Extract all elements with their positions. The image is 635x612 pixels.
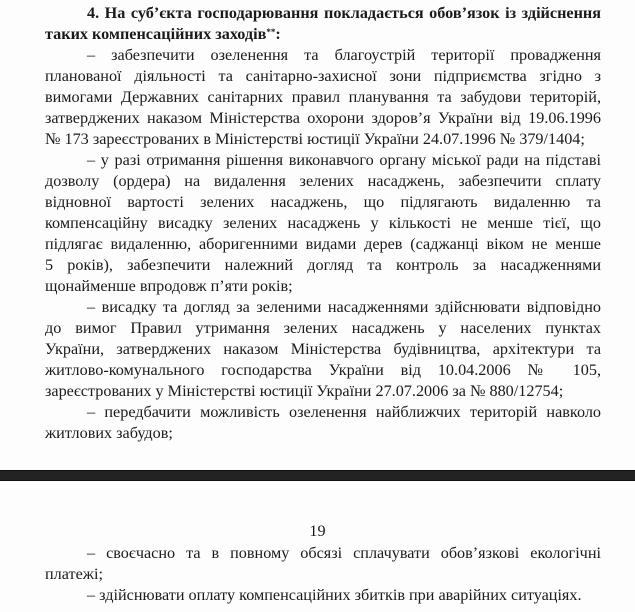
bullet-1-line: вимогами Державних санітарних правил планування та забудови територій, (45, 88, 601, 106)
bullet-2-line: щонайменше впродовж п’яти років; (45, 277, 293, 295)
bullet-3-line: до вимог Правил утримання зелених насаджень у населених пунктах (45, 319, 601, 337)
section-heading-line-1: 4. На суб’єкта господарювання покладається обов’язок із здійснення (87, 4, 601, 22)
bullet-4-line: житлових забудов; (45, 424, 173, 442)
bullet-6-line: – здійснювати оплату компенсаційних збитків при аварійних ситуаціях. (87, 586, 582, 604)
bullet-2-line: дозволу (ордера) на видалення зелених насаджень, забезпечити сплату (45, 172, 601, 190)
bullet-3-line: житлово-комунального господарства України від 10.04.2006 № 105, (45, 361, 601, 379)
page-number: 19 (309, 522, 326, 540)
section-heading-text: таких компенсаційних заходів (45, 25, 267, 43)
bullet-1-line: затверджених наказом Міністерства охорони здоров’я України від 19.06.1996 (45, 109, 601, 127)
page-separator (0, 470, 635, 481)
bullet-1-line: № 173 зареєстрованих в Міністерстві юстиції України 24.07.1996 № 379/1404; (45, 130, 585, 148)
bullet-3-line: зареєстрованих у Міністерстві юстиції України 27.07.2006 за № 880/12754; (45, 382, 564, 400)
section-heading-line-2 (45, 24, 601, 45)
bullet-2-line: 5 років), забезпечити належний догляд та контроль за насадженнями (45, 256, 601, 274)
bullet-1-line: – забезпечити озеленення та благоустрій території провадження (87, 46, 601, 64)
bullet-1-line: планованої діяльності та санітарно-захисної зони підприємства згідно з (45, 67, 601, 85)
bullet-5-line: – своєчасно та в повному обсязі сплачувати обов’язкові екологічні (87, 544, 601, 562)
bullet-5-line: платежі; (45, 565, 103, 583)
bullet-2-line: – у разі отримання рішення виконавчого органу міської ради на підставі (87, 151, 601, 169)
bullet-3-line: – висадку та догляд за зеленими насадженнями здійснювати відповідно (87, 298, 601, 316)
bullet-3-line: України, затверджених наказом Міністерства будівництва, архітектури та (45, 340, 601, 358)
footnote-marker: ** (266, 27, 276, 37)
bullet-2-line: підлягає видаленню, аборигенними видами дерев (саджанці віком не менше (45, 235, 601, 253)
bullet-2-line: відновної вартості зелених насаджень, що підлягають видаленню та (45, 193, 601, 211)
bullet-4-line: – передбачити можливість озеленення найближчих територій навколо (87, 403, 601, 421)
section-heading-colon: : (275, 25, 281, 43)
bullet-2-line: компенсаційну висадку зелених насаджень у кількості не менше тієї, що (45, 214, 601, 232)
